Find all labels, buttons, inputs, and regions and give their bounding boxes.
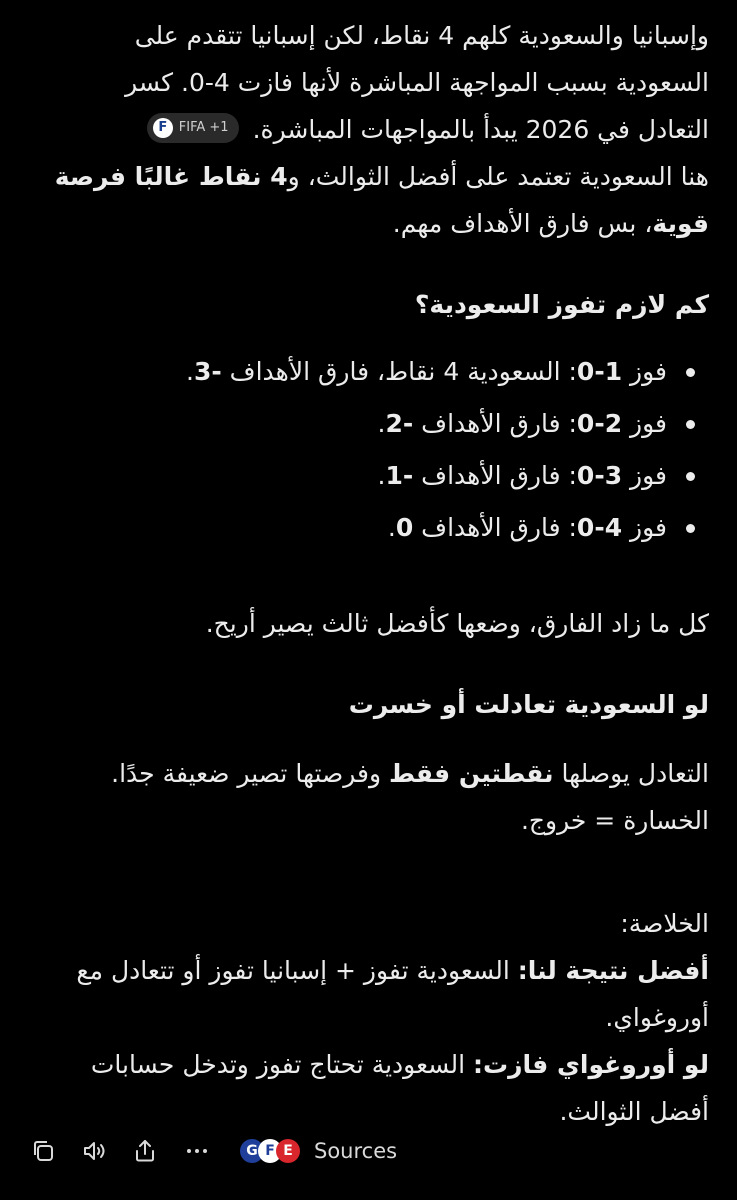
list-item: فوز 1-0: السعودية 4 نقاط، فارق الأهداف -3. [50,346,709,398]
sources-logo-icon: G F E [240,1139,300,1163]
source-chip-label: FIFA +1 [178,120,229,135]
response-action-bar [0,1126,737,1176]
paragraph-third-place: هنا السعودية تعتمد على أفضل الثوالث، و4 نقاط غالبًا فرصة قوية، بس فارق الأهداف مهم. [54,162,709,238]
summary-title: الخلاصة: [620,909,709,938]
share-icon[interactable] [132,1138,158,1164]
paragraph-margin-note: كل ما زاد الفارق، وضعها كأفضل ثالث يصير أريح. [205,609,709,638]
copy-icon[interactable] [30,1138,56,1164]
summary-section [50,900,709,1135]
paragraph-standings-text: وإسبانيا والسعودية كلهم 4 نقاط، لكن إسبانيا تتقدم على السعودية بسبب المواجهة المباشرة لأنها فازت 4-0. كسر التعادل في 2026 يبدأ بالمواجهات المباشرة. [125,21,709,144]
loss-line: الخسارة = خروج. [520,806,709,835]
list-item: فوز 3-0: فارق الأهداف -1. [50,450,709,502]
response-body [50,0,709,1135]
heading-how-much-to-win: كم لازم تفوز السعودية؟ [414,290,709,319]
sources-label: Sources [314,1139,398,1163]
list-item: فوز 2-0: فارق الأهداف -2. [50,398,709,450]
win-margin-list [50,346,709,554]
summary-best-result: أفضل نتيجة لنا: السعودية تفوز + إسبانيا تفوز أو تتعادل مع أوروغواي. [76,956,709,1032]
sources-button[interactable] [240,1136,397,1166]
paragraph-draw-loss: التعادل يوصلها نقطتين فقط وفرصتها تصير ضعيفة جدًا. الخسارة = خروج. [111,759,709,835]
heading-draw-or-loss: لو السعودية تعادلت أو خسرت [348,690,709,719]
source-chip-fifa[interactable] [147,113,239,143]
more-icon[interactable] [184,1138,210,1164]
paragraph-standings [50,12,709,153]
bold-four-points: 4 نقاط غالبًا فرصة قوية [54,162,709,238]
speaker-icon[interactable] [82,1138,108,1164]
bold-two-points: نقطتين فقط [389,759,554,788]
fifa-logo-icon: F [153,118,173,138]
summary-uruguay-wins: لو أوروغواي فازت: السعودية تحتاج تفوز وتدخل حسابات أفضل الثوالث. [90,1050,709,1126]
list-item: فوز 4-0: فارق الأهداف 0. [50,502,709,554]
